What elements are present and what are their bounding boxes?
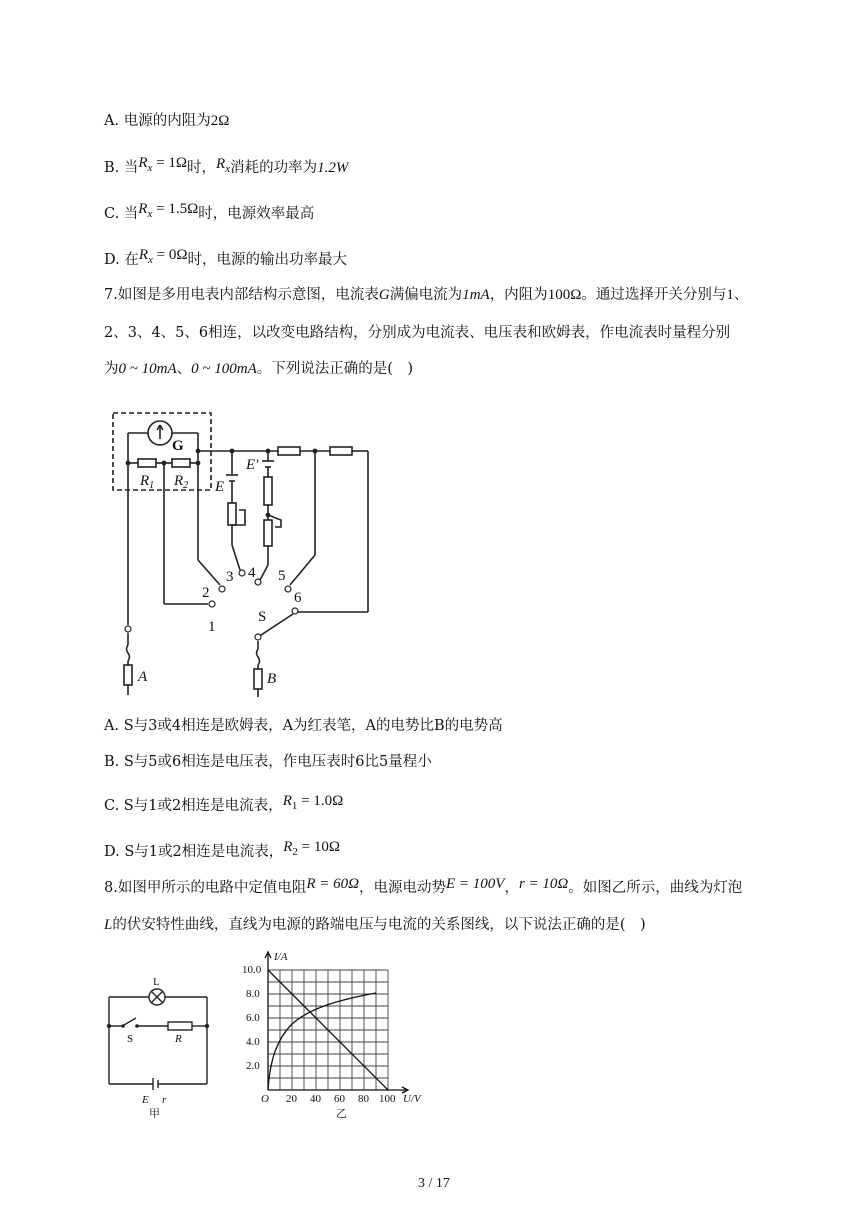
math-value: 1 <box>726 287 734 303</box>
label-1: 1 <box>208 619 216 635</box>
label-2: 2 <box>202 585 210 601</box>
q6-option-a <box>104 111 229 131</box>
stem-text: ， <box>504 880 519 896</box>
probe-a-icon <box>124 665 132 685</box>
stem-text: 。如图乙所示，曲线为灯泡 <box>568 880 743 896</box>
math-sub: 2 <box>292 845 298 858</box>
option-text: C. 当 <box>104 206 139 222</box>
option-text: A. 电源的内阻为 <box>104 113 211 129</box>
label-s: S <box>127 1033 134 1045</box>
label-r-internal: r <box>162 1094 167 1106</box>
math-var: L <box>104 917 113 933</box>
math-sub: x <box>147 161 153 174</box>
x-tick: 60 <box>334 1093 345 1105</box>
label-l: L <box>153 976 160 988</box>
y-tick: 10.0 <box>242 964 262 976</box>
x-tick: 80 <box>358 1093 369 1105</box>
label-e-prime: E′ <box>246 457 259 473</box>
iv-graph-yi <box>238 948 438 1124</box>
option-text: D. S与1或2相连是电流表， <box>104 844 284 860</box>
label-r: R <box>175 1033 182 1045</box>
q7-stem-line-2: 2、3、4、5、6相连，以改变电路结构，分别成为电流表、电压表和欧姆表，作电流表时量程分别 <box>104 325 731 341</box>
resistor-top-1 <box>278 447 300 455</box>
math-sub: x <box>148 253 153 266</box>
q8-stem-line-1 <box>104 878 742 898</box>
resistor-e-prime <box>264 477 272 505</box>
math-value: 1.2W <box>317 160 349 176</box>
x-tick: 40 <box>310 1093 321 1105</box>
option-text: 消耗的功率为 <box>230 160 318 176</box>
label-e: E <box>215 479 225 495</box>
math-value: 1mA <box>462 287 490 303</box>
x-tick: 20 <box>286 1093 297 1105</box>
option-text: B. 当 <box>104 160 139 176</box>
math-var: R <box>138 247 148 263</box>
math-value: = 10Ω <box>297 839 340 855</box>
q8-stem-line-2 <box>104 915 646 935</box>
q6-option-d <box>104 247 347 275</box>
q7-option-c <box>104 793 344 821</box>
y-tick: 4.0 <box>246 1036 260 1048</box>
math-sub: 1 <box>291 799 298 812</box>
resistor-r2 <box>172 459 190 467</box>
rheostat-e-icon <box>228 503 236 525</box>
stem-text: 、 <box>176 361 192 377</box>
y-axis-label: I/A <box>274 951 288 963</box>
resistor-r1 <box>138 459 156 467</box>
label-6: 6 <box>294 590 302 606</box>
q7-option-a: A. S与3或4相连是欧姆表，A为红表笔，A的电势比B的电势高 <box>104 718 503 734</box>
stem-text: ，内阻为 <box>489 287 548 303</box>
math-value: = 1.5Ω <box>152 201 199 217</box>
y-tick: 2.0 <box>246 1060 260 1072</box>
resistor-top-2 <box>330 447 352 455</box>
math-var: R <box>138 155 148 171</box>
q7-stem-line-1 <box>104 285 748 305</box>
label-r1: $R_1$ <box>140 473 155 491</box>
stem-text: 为 <box>104 361 119 377</box>
math-value: 0 ~ 100mA <box>191 361 257 377</box>
stem-text: 的伏安特性曲线，直线为电源的路端电压与电流的关系图线，以下说法正确的是( ) <box>112 917 646 933</box>
q6-option-b <box>104 155 349 183</box>
multimeter-circuit-diagram <box>100 405 390 700</box>
page-number: 3 / 17 <box>418 1176 450 1191</box>
option-text: 时，电源的输出功率最大 <box>187 252 347 268</box>
math-var: R <box>283 839 293 855</box>
caption-jia: 甲 <box>149 1108 160 1120</box>
stem-text: ，电源电动势 <box>358 880 446 896</box>
stem-text: 。下列说法正确的是( ) <box>256 361 414 377</box>
stem-text: 8.如图甲所示的电路中定值电阻 <box>104 880 307 896</box>
stem-text: 、 <box>733 287 749 303</box>
label-r2: $R_2$ <box>174 473 189 491</box>
label-e: E <box>142 1094 149 1106</box>
y-tick: 6.0 <box>246 1012 260 1024</box>
math-value: 0 ~ 10mA <box>118 361 177 377</box>
label-4: 4 <box>248 565 256 581</box>
math-value: r = 10Ω <box>518 876 569 892</box>
label-b: B <box>267 671 277 687</box>
label-s: S <box>258 609 267 625</box>
rheostat-e-prime-icon <box>264 520 272 546</box>
y-tick: 8.0 <box>246 988 260 1000</box>
math-var: R <box>138 201 148 217</box>
option-text: 时， <box>187 160 217 176</box>
math-value: R = 60Ω <box>306 876 359 892</box>
q7-option-d <box>104 839 340 867</box>
probe-b-icon <box>254 669 262 689</box>
circuit-jia-diagram <box>100 970 220 1125</box>
resistor-r-icon <box>168 1022 192 1030</box>
math-var: G <box>378 287 390 303</box>
lamp-curve <box>268 993 376 1090</box>
origin-label: O <box>261 1093 269 1105</box>
option-text: D. 在 <box>104 252 139 268</box>
label-3: 3 <box>226 569 234 585</box>
math-sub: x <box>147 207 153 220</box>
math-value: = 1.0Ω <box>297 793 344 809</box>
option-text: C. S与1或2相连是电流表， <box>104 798 283 814</box>
label-5: 5 <box>278 568 286 584</box>
stem-text: 。通过选择开关分别与 <box>581 287 727 303</box>
caption-yi: 乙 <box>336 1108 347 1120</box>
x-tick: 100 <box>379 1093 396 1105</box>
q7-stem-line-3 <box>104 359 413 379</box>
option-text: 时，电源效率最高 <box>198 206 315 222</box>
q7-option-b: B. S与5或6相连是电压表，作电压表时6比5量程小 <box>104 754 432 770</box>
q6-option-c <box>104 201 315 229</box>
label-a: A <box>138 669 148 685</box>
math-value: E = 100V <box>445 876 505 892</box>
math-value: = 1Ω <box>152 155 188 171</box>
math-value: = 0Ω <box>152 247 188 263</box>
label-g: G <box>172 438 184 454</box>
stem-text: 满偏电流为 <box>389 287 463 303</box>
x-axis-label: U/V <box>403 1093 421 1105</box>
math-value: 100Ω <box>547 287 582 303</box>
math-sub: x <box>225 162 231 175</box>
math-value: 2Ω <box>210 113 230 129</box>
stem-text: 7.如图是多用电表内部结构示意图，电流表 <box>104 287 379 303</box>
math-var: R <box>216 156 226 172</box>
math-var: R <box>282 793 292 809</box>
